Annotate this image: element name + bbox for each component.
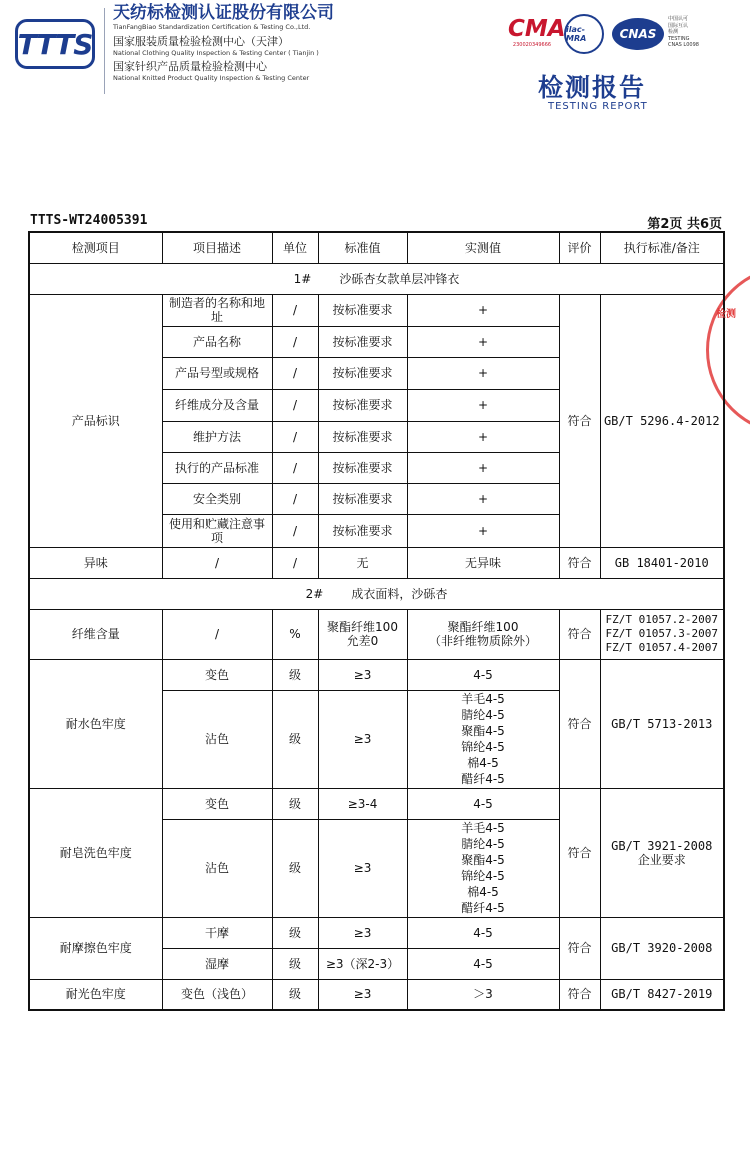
desc-cell: 干摩 [162, 917, 272, 948]
unit-cell: / [272, 357, 318, 389]
company-name-cn: 天纺标检测认证股份有限公司 [113, 3, 334, 23]
desc-cell: 沾色 [162, 819, 272, 917]
center1-name-en: National Clothing Quality Inspection & Testing Center ( Tianjin ) [113, 49, 319, 57]
result-cell: 羊毛4-5 腈纶4-5 聚酯4-5 锦纶4-5 棉4-5 醋纤4-5 [407, 819, 559, 917]
std-cell: 按标准要求 [318, 452, 407, 483]
result-cell: + [407, 389, 559, 421]
company-block [113, 3, 334, 83]
table-row [29, 788, 724, 819]
section-title [29, 263, 724, 294]
result-cell: + [407, 452, 559, 483]
result-cell: + [407, 421, 559, 452]
header-divider [104, 8, 105, 94]
result-cell: 无异味 [407, 547, 559, 578]
desc-cell: 纤维成分及含量 [162, 389, 272, 421]
unit-cell: 级 [272, 819, 318, 917]
result-cell: 4-5 [407, 788, 559, 819]
company-name-en: TianFangBiao Standardization Certification & Testing Co.,Ltd. [113, 23, 311, 31]
result-cell: + [407, 514, 559, 547]
unit-cell: / [272, 421, 318, 452]
section-title [29, 578, 724, 609]
result-cell: 4-5 [407, 917, 559, 948]
cma-mark: CMA [508, 16, 566, 42]
header-cell: 检测项目 [29, 232, 162, 263]
std-cell: ≥3 [318, 690, 407, 788]
cnas-caption: 中国认可 国际互认 检测 TESTING CNAS L0098 [668, 16, 699, 48]
unit-cell: / [272, 389, 318, 421]
desc-cell: 维护方法 [162, 421, 272, 452]
desc-cell: 变色 [162, 788, 272, 819]
verdict-cell: 符合 [559, 788, 600, 917]
result-cell: + [407, 326, 559, 357]
section-row [29, 578, 724, 609]
center1-name-cn: 国家服装质量检验检测中心（天津） [113, 35, 289, 48]
unit-cell: / [272, 483, 318, 514]
section-number: 2# [305, 586, 324, 601]
table-row [29, 609, 724, 659]
unit-cell: 级 [272, 690, 318, 788]
item-cell: 耐皂洗色牢度 [29, 788, 162, 917]
desc-cell: 制造者的名称和地址 [162, 294, 272, 326]
report-title: 检测报告 [538, 73, 647, 102]
table-row [29, 547, 724, 578]
standard-cell: GB 18401-2010 [600, 547, 724, 578]
result-cell: 4-5 [407, 948, 559, 979]
desc-cell: / [162, 547, 272, 578]
std-cell: 按标准要求 [318, 421, 407, 452]
unit-cell: 级 [272, 948, 318, 979]
std-cell: ≥3 [318, 979, 407, 1010]
item-cell: 异味 [29, 547, 162, 578]
verdict-cell: 符合 [559, 979, 600, 1010]
section-name: 沙砾杏女款单层冲锋衣 [339, 271, 460, 286]
item-cell: 耐水色牢度 [29, 659, 162, 788]
table-row [29, 659, 724, 690]
header-cell: 评价 [559, 232, 600, 263]
cma-number: 230020349666 [512, 42, 552, 48]
table-row [29, 294, 724, 326]
std-cell: 按标准要求 [318, 389, 407, 421]
unit-cell: / [272, 294, 318, 326]
unit-cell: % [272, 609, 318, 659]
desc-cell: 产品号型或规格 [162, 357, 272, 389]
unit-cell: / [272, 326, 318, 357]
certification-marks [508, 14, 728, 56]
page-indicator: 第2页 共6页 [647, 217, 722, 232]
cnas-logo: CNAS [612, 18, 664, 50]
desc-cell: / [162, 609, 272, 659]
standard-cell: GB/T 3920-2008 [600, 917, 724, 979]
center2-name-cn: 国家针织产品质量检验检测中心 [113, 60, 267, 73]
section-name: 成衣面料，沙砾杏 [351, 586, 448, 601]
desc-cell: 变色 [162, 659, 272, 690]
result-cell: ＞3 [407, 979, 559, 1010]
std-cell: ≥3 [318, 819, 407, 917]
std-cell: 按标准要求 [318, 357, 407, 389]
header-cell: 实测值 [407, 232, 559, 263]
desc-cell: 变色（浅色） [162, 979, 272, 1010]
result-cell: 4-5 [407, 659, 559, 690]
std-cell: 聚酯纤维100 允差0 [318, 609, 407, 659]
table-row [29, 917, 724, 948]
unit-cell: / [272, 547, 318, 578]
standard-cell: GB/T 8427-2019 [600, 979, 724, 1010]
table-header-row [29, 232, 724, 263]
standard-cell: FZ/T 01057.2-2007 FZ/T 01057.3-2007 FZ/T 01057.4-2007 [600, 609, 724, 659]
stamp-text: 检测 [716, 309, 736, 320]
header-cell: 执行标准/备注 [600, 232, 724, 263]
verdict-cell: 符合 [559, 547, 600, 578]
unit-cell: 级 [272, 659, 318, 690]
center2-name-en: National Knitted Product Quality Inspection & Testing Center [113, 74, 310, 82]
cma-logo [508, 16, 566, 52]
std-cell: 按标准要求 [318, 514, 407, 547]
result-cell: + [407, 357, 559, 389]
desc-cell: 使用和贮藏注意事项 [162, 514, 272, 547]
unit-cell: 级 [272, 979, 318, 1010]
company-logo: TTTS [15, 19, 95, 69]
unit-cell: / [272, 452, 318, 483]
std-cell: 无 [318, 547, 407, 578]
header-cell: 单位 [272, 232, 318, 263]
result-cell: 羊毛4-5 腈纶4-5 聚酯4-5 锦纶4-5 棉4-5 醋纤4-5 [407, 690, 559, 788]
result-cell: 聚酯纤维100 （非纤维物质除外） [407, 609, 559, 659]
section-number: 1# [293, 271, 312, 286]
report-title-en: TESTING REPORT [548, 101, 648, 112]
std-cell: ≥3-4 [318, 788, 407, 819]
unit-cell: 级 [272, 788, 318, 819]
verdict-cell: 符合 [559, 609, 600, 659]
header-cell: 标准值 [318, 232, 407, 263]
standard-cell: GB/T 3921-2008 企业要求 [600, 788, 724, 917]
item-cell: 纤维含量 [29, 609, 162, 659]
result-cell: + [407, 294, 559, 326]
std-cell: 按标准要求 [318, 483, 407, 514]
desc-cell: 沾色 [162, 690, 272, 788]
item-cell: 耐摩擦色牢度 [29, 917, 162, 979]
verdict-cell: 符合 [559, 917, 600, 979]
unit-cell: 级 [272, 917, 318, 948]
verdict-cell: 符合 [559, 659, 600, 788]
stamp-text-area [716, 305, 750, 375]
standard-cell: GB/T 5713-2013 [600, 659, 724, 788]
std-cell: ≥3（深2-3） [318, 948, 407, 979]
ilac-mra-logo: ilac-MRA [564, 14, 604, 54]
item-cell: 产品标识 [29, 294, 162, 547]
std-cell: ≥3 [318, 659, 407, 690]
section-row [29, 263, 724, 294]
item-cell: 耐光色牢度 [29, 979, 162, 1010]
result-cell: + [407, 483, 559, 514]
report-id: TTTS-WT24005391 [30, 213, 148, 228]
std-cell: ≥3 [318, 917, 407, 948]
desc-cell: 安全类别 [162, 483, 272, 514]
desc-cell: 湿摩 [162, 948, 272, 979]
header-cell: 项目描述 [162, 232, 272, 263]
std-cell: 按标准要求 [318, 326, 407, 357]
desc-cell: 产品名称 [162, 326, 272, 357]
standard-cell: GB/T 5296.4-2012 [600, 294, 724, 547]
table-row [29, 979, 724, 1010]
std-cell: 按标准要求 [318, 294, 407, 326]
unit-cell: / [272, 514, 318, 547]
test-results-table [28, 231, 725, 1011]
desc-cell: 执行的产品标准 [162, 452, 272, 483]
verdict-cell: 符合 [559, 294, 600, 547]
